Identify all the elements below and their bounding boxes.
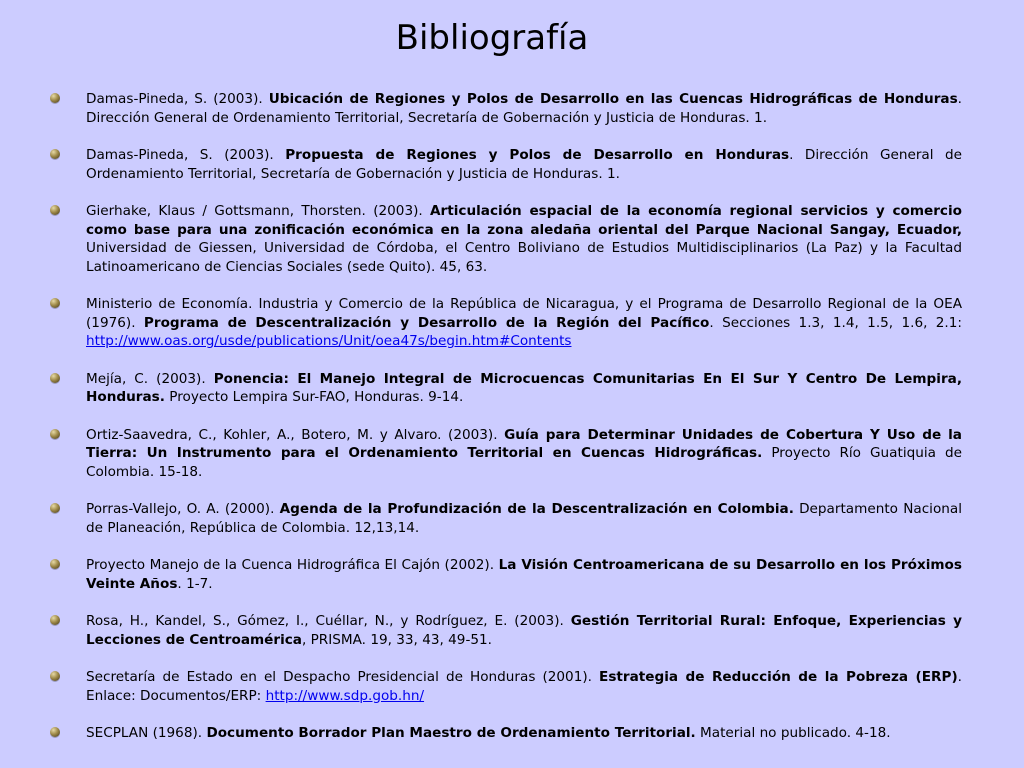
sdp-link[interactable]: http://www.sdp.gob.hn/ [265, 687, 425, 704]
reference-title: Propuesta de Regiones y Polos de Desarrollo en Honduras [285, 147, 790, 163]
reference-authors: Ortiz-Saavedra, C., Kohler, A., Botero, M. y Alvaro. (2003). [86, 426, 505, 443]
reference-item [50, 500, 962, 537]
reference-title: Programa de Descentralización y Desarrollo de la Región del Pacífico [143, 314, 710, 331]
reference-details: Material no publicado. 4-18. [695, 725, 891, 741]
reference-title: Gestión Territorial Rural: Enfoque, Experiencias y Lecciones de Centroamérica [86, 613, 963, 648]
reference-item [50, 556, 962, 593]
page-title: Bibliografía [395, 18, 589, 58]
reference-item [50, 426, 962, 482]
bullet-icon [50, 149, 60, 159]
bullet-icon [50, 429, 60, 439]
reference-item [50, 202, 962, 276]
bullet-icon [50, 205, 60, 215]
reference-details: Universidad de Giessen, Universidad de Córdoba, el Centro Boliviano de Estudios Multidisciplinarios (La Paz) y la Facultad Latinoamericano de Ciencias Sociales (sede Quito). 45, 63. [86, 240, 962, 275]
reference-details: . Dirección General de Ordenamiento Territorial, Secretaría de Gobernación y Justicia de Honduras. 1. [86, 91, 962, 126]
reference-title: Ponencia: El Manejo Integral de Microcuencas Comunitarias En El Sur Y Centro De Lempira, Honduras. [86, 370, 962, 405]
reference-item [50, 370, 962, 407]
bullet-icon [50, 727, 60, 737]
reference-authors: Secretaría de Estado en el Despacho Presidencial de Honduras (2001). [86, 669, 600, 685]
reference-details: Departamento Nacional de Planeación, República de Colombia. 12,13,14. [86, 501, 962, 536]
reference-item [50, 612, 962, 649]
reference-details: . Enlace: Documentos/ERP: [86, 669, 962, 704]
bullet-icon [50, 373, 60, 383]
bullet-icon [50, 671, 60, 681]
bullet-icon [50, 298, 60, 308]
reference-authors: SECPLAN (1968). [86, 725, 207, 741]
reference-authors: Proyecto Manejo de la Cuenca Hidrográfica El Cajón (2002). [86, 557, 499, 573]
reference-authors: Damas-Pineda, S. (2003). [86, 147, 286, 163]
reference-title: Documento Borrador Plan Maestro de Ordenamiento Territorial. [206, 725, 696, 741]
reference-item [50, 668, 962, 705]
reference-details: Proyecto Lempira Sur-FAO, Honduras. 9-14. [164, 389, 464, 405]
reference-title: Estrategia de Reducción de la Pobreza (ERP) [599, 669, 958, 685]
reference-authors: Mejía, C. (2003). [86, 370, 214, 387]
reference-title: Guía para Determinar Unidades de Cobertura Y Uso de la Tierra: Un Instrumento para el Ordenamiento Territorial en Cuencas Hidrográficas. [86, 426, 962, 461]
reference-list [50, 90, 962, 762]
reference-details: . Dirección General de Ordenamiento Territorial, Secretaría de Gobernación y Justicia de Honduras. 1. [86, 147, 963, 182]
bullet-icon [50, 615, 60, 625]
bullet-icon [50, 559, 60, 569]
reference-title: La Visión Centroamericana de su Desarrollo en los Próximos Veinte Años [86, 557, 962, 592]
reference-authors: Gierhake, Klaus / Gottsmann, Thorsten. (2003). [86, 203, 431, 219]
reference-title: Ubicación de Regiones y Polos de Desarrollo en las Cuencas Hidrográficas de Honduras [268, 91, 958, 107]
reference-item [50, 146, 962, 183]
reference-details: , PRISMA. 19, 33, 43, 49-51. [301, 631, 492, 648]
reference-item [50, 724, 962, 743]
reference-authors: Porras-Vallejo, O. A. (2000). [86, 501, 280, 517]
reference-details: Proyecto Río Guatiquia de Colombia. 15-18. [86, 445, 962, 480]
bullet-icon [50, 93, 60, 103]
reference-authors: Rosa, H., Kandel, S., Gómez, I., Cuéllar, N., y Rodríguez, E. (2003). [86, 613, 571, 629]
reference-title: Agenda de la Profundización de la Descentralización en Colombia. [279, 501, 794, 517]
bullet-icon [50, 503, 60, 513]
reference-item [50, 90, 962, 127]
reference-details: . Secciones 1.3, 1.4, 1.5, 1.6, 2.1: [709, 314, 962, 331]
reference-authors: Ministerio de Economía. Industria y Comercio de la República de Nicaragua, y el Programa de Desarrollo Regional de la OEA (1976). [86, 296, 962, 331]
reference-details: . 1-7. [177, 575, 213, 592]
reference-title: Articulación espacial de la economía regional servicios y comercio como base para una zonificación económica en la zona aledaña oriental del Parque Nacional Sangay, Ecuador, [86, 203, 962, 238]
oas-contents-link[interactable]: http://www.oas.org/usde/publications/Unit/oea47s/begin.htm#Contents [86, 333, 572, 349]
reference-authors: Damas-Pineda, S. (2003). [86, 91, 269, 107]
reference-item [50, 295, 962, 351]
